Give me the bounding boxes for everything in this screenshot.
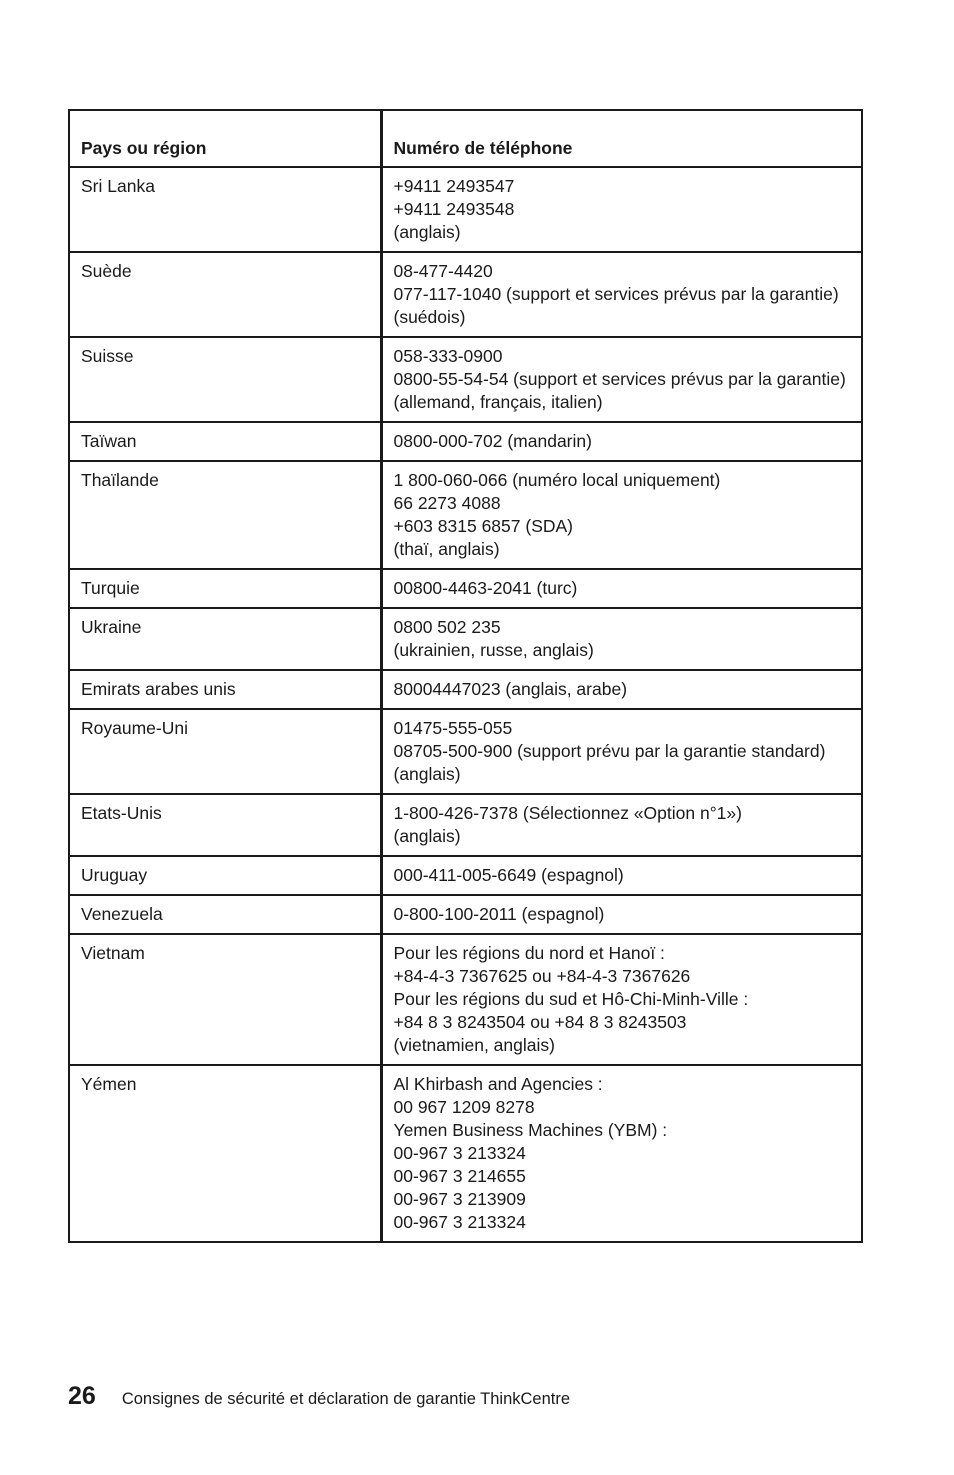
phone-cell	[381, 569, 862, 608]
phone-line: 00800-4463-2041 (turc)	[393, 578, 578, 598]
phone-line: (vietnamien, anglais)	[393, 1035, 555, 1055]
table-row	[69, 709, 862, 794]
header-country: Pays ou région	[69, 110, 381, 167]
phone-line: 1-800-426-7378 (Sélectionnez «Option n°1»)	[393, 803, 742, 823]
table-row	[69, 252, 862, 337]
phone-line: 08705-500-900 (support prévu par la garantie standard)	[393, 741, 826, 761]
phone-line: 08-477-4420	[393, 261, 493, 281]
phone-line: 00-967 3 213324	[393, 1143, 526, 1163]
country-cell: Venezuela	[69, 895, 381, 934]
table-row	[69, 856, 862, 895]
phone-line: 00-967 3 213909	[393, 1189, 526, 1209]
country-cell: Taïwan	[69, 422, 381, 461]
phone-line: 0-800-100-2011 (espagnol)	[393, 904, 605, 924]
phone-line: (thaï, anglais)	[393, 539, 500, 559]
table-row	[69, 670, 862, 709]
phone-support-table	[68, 109, 863, 1243]
phone-cell	[381, 709, 862, 794]
page-number: 26	[68, 1382, 96, 1410]
phone-line: 058-333-0900	[393, 346, 503, 366]
phone-line: +84 8 3 8243504 ou +84 8 3 8243503	[393, 1012, 687, 1032]
phone-line: Pour les régions du nord et Hanoï :	[393, 943, 665, 963]
table-row	[69, 167, 862, 252]
phone-line: +9411 2493548	[393, 199, 515, 219]
phone-line: (allemand, français, italien)	[393, 392, 603, 412]
country-cell: Emirats arabes unis	[69, 670, 381, 709]
table-body	[69, 167, 862, 1242]
table-row	[69, 794, 862, 856]
table-header-row	[69, 110, 862, 167]
phone-line: (anglais)	[393, 222, 461, 242]
table-row	[69, 569, 862, 608]
table-row	[69, 895, 862, 934]
country-cell: Vietnam	[69, 934, 381, 1065]
phone-line: 00-967 3 213324	[393, 1212, 526, 1232]
phone-line: (ukrainien, russe, anglais)	[393, 640, 594, 660]
phone-cell	[381, 422, 862, 461]
phone-line: 0800 502 235	[393, 617, 501, 637]
table-row	[69, 422, 862, 461]
country-cell: Etats-Unis	[69, 794, 381, 856]
phone-line: 00 967 1209 8278	[393, 1097, 535, 1117]
country-cell: Thaïlande	[69, 461, 381, 569]
country-cell: Royaume-Uni	[69, 709, 381, 794]
phone-line: +9411 2493547	[393, 176, 515, 196]
table-row	[69, 337, 862, 422]
phone-line: +603 8315 6857 (SDA)	[393, 516, 574, 536]
phone-line: (anglais)	[393, 826, 461, 846]
country-cell: Sri Lanka	[69, 167, 381, 252]
phone-cell	[381, 608, 862, 670]
phone-line: +84-4-3 7367625 ou +84-4-3 7367626	[393, 966, 691, 986]
phone-line: Pour les régions du sud et Hô-Chi-Minh-Ville :	[393, 989, 749, 1009]
document-title: Consignes de sécurité et déclaration de garantie ThinkCentre	[121, 1390, 571, 1408]
phone-cell	[381, 934, 862, 1065]
country-cell: Yémen	[69, 1065, 381, 1242]
phone-line: 66 2273 4088	[393, 493, 501, 513]
phone-line: 000-411-005-6649 (espagnol)	[393, 865, 624, 885]
phone-line: Al Khirbash and Agencies :	[393, 1074, 603, 1094]
phone-line: 0800-55-54-54 (support et services prévus par la garantie)	[393, 369, 846, 389]
phone-line: 80004447023 (anglais, arabe)	[393, 679, 628, 699]
phone-line: 01475-555-055	[393, 718, 513, 738]
phone-cell	[381, 252, 862, 337]
phone-cell	[381, 167, 862, 252]
phone-cell	[381, 895, 862, 934]
country-cell: Suisse	[69, 337, 381, 422]
phone-cell	[381, 1065, 862, 1242]
phone-cell	[381, 670, 862, 709]
phone-line: 0800-000-702 (mandarin)	[393, 431, 592, 451]
country-cell: Uruguay	[69, 856, 381, 895]
phone-line: 077-117-1040 (support et services prévus par la garantie)	[393, 284, 839, 304]
table-row	[69, 608, 862, 670]
phone-line: 00-967 3 214655	[393, 1166, 526, 1186]
table-row	[69, 1065, 862, 1242]
table-row	[69, 934, 862, 1065]
phone-line: (anglais)	[393, 764, 461, 784]
phone-cell	[381, 856, 862, 895]
phone-cell	[381, 337, 862, 422]
phone-line: 1 800-060-066 (numéro local uniquement)	[393, 470, 721, 490]
country-cell: Suède	[69, 252, 381, 337]
phone-line: Yemen Business Machines (YBM) :	[393, 1120, 668, 1140]
table-row	[69, 461, 862, 569]
country-cell: Ukraine	[69, 608, 381, 670]
page-footer	[68, 1382, 570, 1411]
header-phone: Numéro de téléphone	[381, 110, 862, 167]
phone-cell	[381, 461, 862, 569]
phone-line: (suédois)	[393, 307, 466, 327]
phone-cell	[381, 794, 862, 856]
country-cell: Turquie	[69, 569, 381, 608]
